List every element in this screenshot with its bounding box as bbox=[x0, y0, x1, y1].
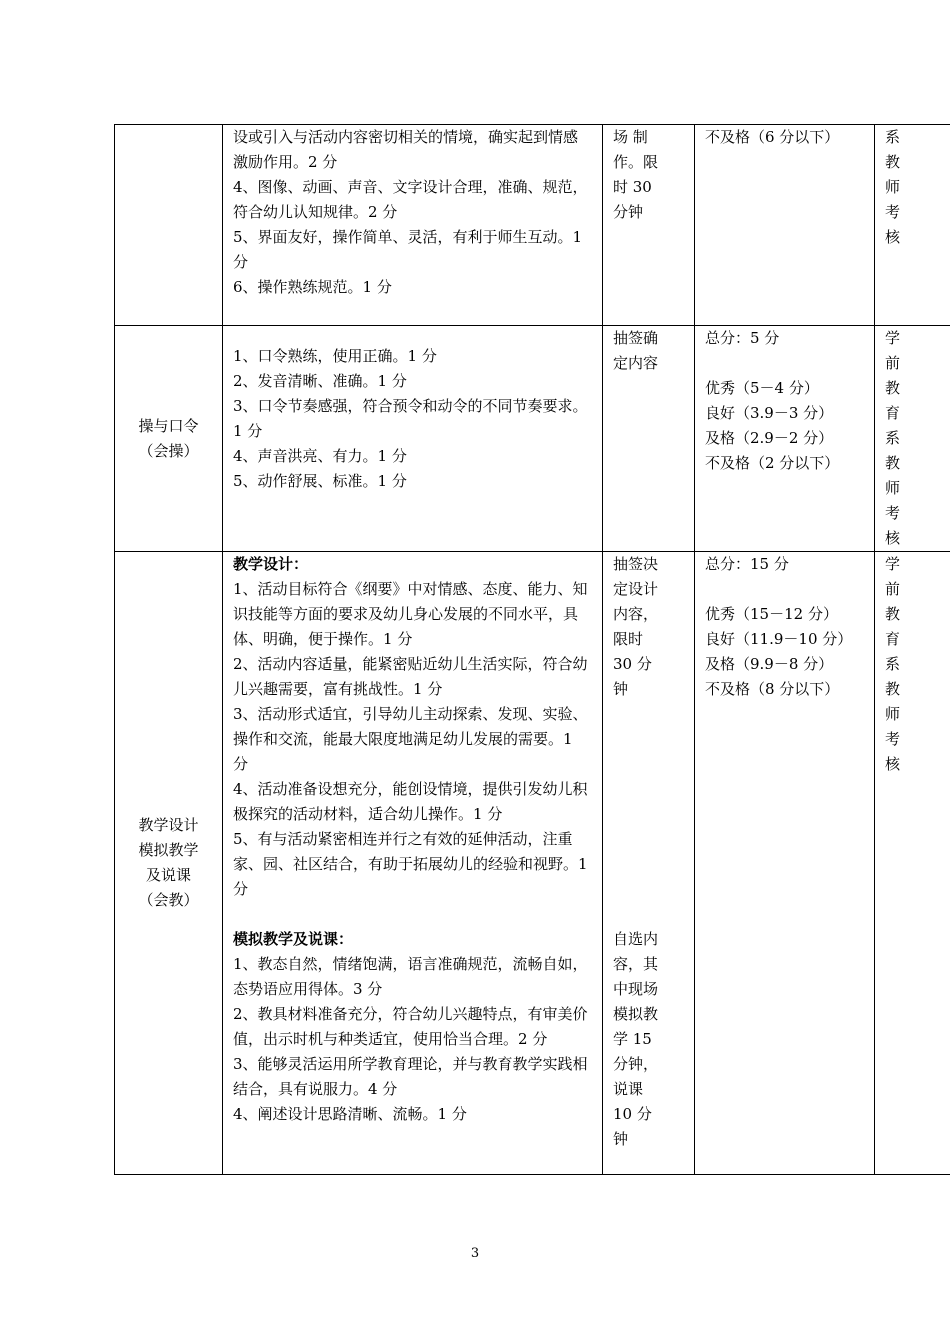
table-row bbox=[115, 326, 950, 552]
criteria-line: 5、界面友好，操作简单、灵活，有利于师生互动。1 分 bbox=[233, 228, 587, 271]
criteria-line: 2、发音清晰、准确。1 分 bbox=[233, 372, 407, 390]
criteria-line: 4、活动准备设想充分，能创设情境，提供引发幼儿积极探究的活动材料，适合幼儿操作。1 分 bbox=[233, 780, 588, 823]
method-text: 抽签决定设计内容，限时 30 分钟 bbox=[613, 555, 659, 698]
method-text: 自选内容，其中现场模拟教学 15 分钟，说课 10 分钟 bbox=[613, 930, 659, 1148]
grading-cell bbox=[695, 125, 875, 326]
method-text: 场 制作。限时 30 分钟 bbox=[613, 128, 659, 221]
grading-line: 不及格（8 分以下） bbox=[705, 680, 840, 698]
method-cell bbox=[603, 125, 695, 326]
grading-line: 优秀（15－12 分） bbox=[705, 605, 838, 623]
section-title: 教学设计： bbox=[233, 555, 309, 573]
grading-total: 总分：5 分 bbox=[705, 329, 780, 347]
method-cell bbox=[603, 326, 695, 552]
grading-line: 及格（9.9－8 分） bbox=[705, 655, 834, 673]
category-cell: 操与口令（会操） bbox=[115, 326, 223, 552]
grading-total: 总分：15 分 bbox=[705, 555, 789, 573]
method-text: 抽签确定内容 bbox=[613, 329, 659, 372]
grading-line: 优秀（5－4 分） bbox=[705, 379, 819, 397]
criteria-line: 1、教态自然，情绪饱满，语言准确规范，流畅自如，态势语应用得体。3 分 bbox=[233, 955, 588, 998]
assessor-cell bbox=[875, 552, 950, 1175]
grading-line: 良好（3.9－3 分） bbox=[705, 404, 834, 422]
grading-cell bbox=[695, 326, 875, 552]
criteria-line: 4、声音洪亮、有力。1 分 bbox=[233, 447, 407, 465]
grading-line: 不及格（6 分以下） bbox=[705, 128, 840, 146]
criteria-line: 3、口令节奏感强，符合预令和动令的不同节奏要求。1 分 bbox=[233, 397, 588, 440]
criteria-cell bbox=[223, 326, 603, 552]
assessor-text: 学 前 教 育 系 教 师 考 核 bbox=[885, 329, 905, 547]
table-row bbox=[115, 125, 950, 326]
grading-line: 不及格（2 分以下） bbox=[705, 454, 840, 472]
criteria-line: 设或引入与活动内容密切相关的情境，确实起到情感激励作用。2 分 bbox=[233, 128, 579, 171]
category-cell bbox=[115, 552, 223, 1175]
assessor-text: 学 前 教 育 系 教 师 考 核 bbox=[885, 555, 905, 773]
category-cell bbox=[115, 125, 223, 326]
criteria-line: 1、口令熟练，使用正确。1 分 bbox=[233, 347, 437, 365]
criteria-cell bbox=[223, 552, 603, 1175]
criteria-line: 3、活动形式适宜，引导幼儿主动探索、发现、实验、操作和交流，能最大限度地满足幼儿发展的需要。1 分 bbox=[233, 705, 588, 773]
criteria-line: 4、图像、动画、声音、文字设计合理，准确、规范，符合幼儿认知规律。2 分 bbox=[233, 178, 588, 221]
assessor-cell bbox=[875, 326, 950, 552]
criteria-line: 2、教具材料准备充分，符合幼儿兴趣特点，有审美价值，出示时机与种类适宜，使用恰当合理。2 分 bbox=[233, 1005, 588, 1048]
section-title: 模拟教学及说课： bbox=[233, 930, 354, 948]
criteria-line: 6、操作熟练规范。1 分 bbox=[233, 278, 392, 296]
table-row bbox=[115, 552, 950, 1175]
criteria-line: 5、动作舒展、标准。1 分 bbox=[233, 472, 407, 490]
category-text: 教学设计模拟教学及说课（会教） bbox=[138, 816, 199, 909]
page-number: 3 bbox=[470, 1246, 480, 1261]
criteria-line: 2、活动内容适量，能紧密贴近幼儿生活实际，符合幼儿兴趣需要，富有挑战性。1 分 bbox=[233, 655, 588, 698]
criteria-cell bbox=[223, 125, 603, 326]
criteria-line: 4、阐述设计思路清晰、流畅。1 分 bbox=[233, 1105, 467, 1123]
grading-line: 及格（2.9－2 分） bbox=[705, 429, 834, 447]
grading-line: 良好（11.9－10 分） bbox=[705, 630, 853, 648]
assessment-table bbox=[114, 124, 950, 1175]
method-cell bbox=[603, 552, 695, 1175]
assessor-text: 系 教 师 考 核 bbox=[885, 128, 905, 246]
criteria-line: 1、活动目标符合《纲要》中对情感、态度、能力、知识技能等方面的要求及幼儿身心发展的不同水平，具体、明确，便于操作。1 分 bbox=[233, 580, 588, 648]
criteria-line: 3、能够灵活运用所学教育理论，并与教育教学实践相结合，具有说服力。4 分 bbox=[233, 1055, 588, 1098]
criteria-line: 5、有与活动紧密相连并行之有效的延伸活动，注重家、园、社区结合，有助于拓展幼儿的经验和视野。1 分 bbox=[233, 830, 593, 898]
grading-cell bbox=[695, 552, 875, 1175]
assessor-cell bbox=[875, 125, 950, 326]
